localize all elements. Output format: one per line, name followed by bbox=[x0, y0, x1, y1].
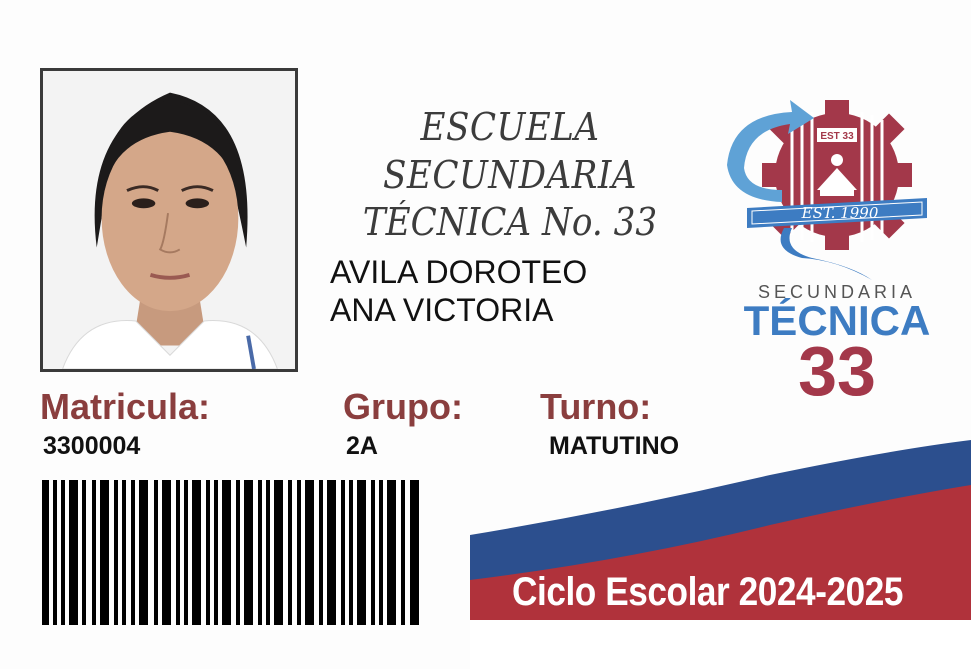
student-name bbox=[330, 254, 587, 330]
grupo-label: Grupo: bbox=[343, 386, 463, 427]
student-photo bbox=[40, 68, 298, 372]
student-last-names: AVILA DOROTEO bbox=[330, 254, 588, 290]
school-title-line1: ESCUELA SECUNDARIA bbox=[383, 105, 637, 197]
matricula-label: Matricula: bbox=[40, 386, 211, 427]
school-title bbox=[300, 104, 720, 247]
turno-label: Turno: bbox=[540, 386, 652, 427]
student-first-names: ANA VICTORIA bbox=[330, 291, 554, 328]
matricula-value: 3300004 bbox=[43, 432, 141, 460]
logo-secundaria: SECUNDARIA bbox=[757, 282, 917, 302]
barcode bbox=[42, 480, 422, 625]
grupo-value: 2A bbox=[346, 432, 378, 460]
logo-est-top: EST 33 bbox=[820, 131, 854, 142]
school-logo bbox=[722, 90, 952, 410]
turno-value: MATUTINO bbox=[549, 432, 680, 460]
school-title-line2: TÉCNICA No. 33 bbox=[362, 200, 658, 244]
logo-number: 33 bbox=[798, 332, 876, 410]
logo-est-year: EST. 1990 bbox=[801, 204, 879, 222]
footer-band bbox=[470, 440, 971, 669]
school-year-label: Ciclo Escolar 2024-2025 bbox=[512, 570, 904, 614]
logo-tecnica: TÉCNICA bbox=[743, 297, 931, 344]
